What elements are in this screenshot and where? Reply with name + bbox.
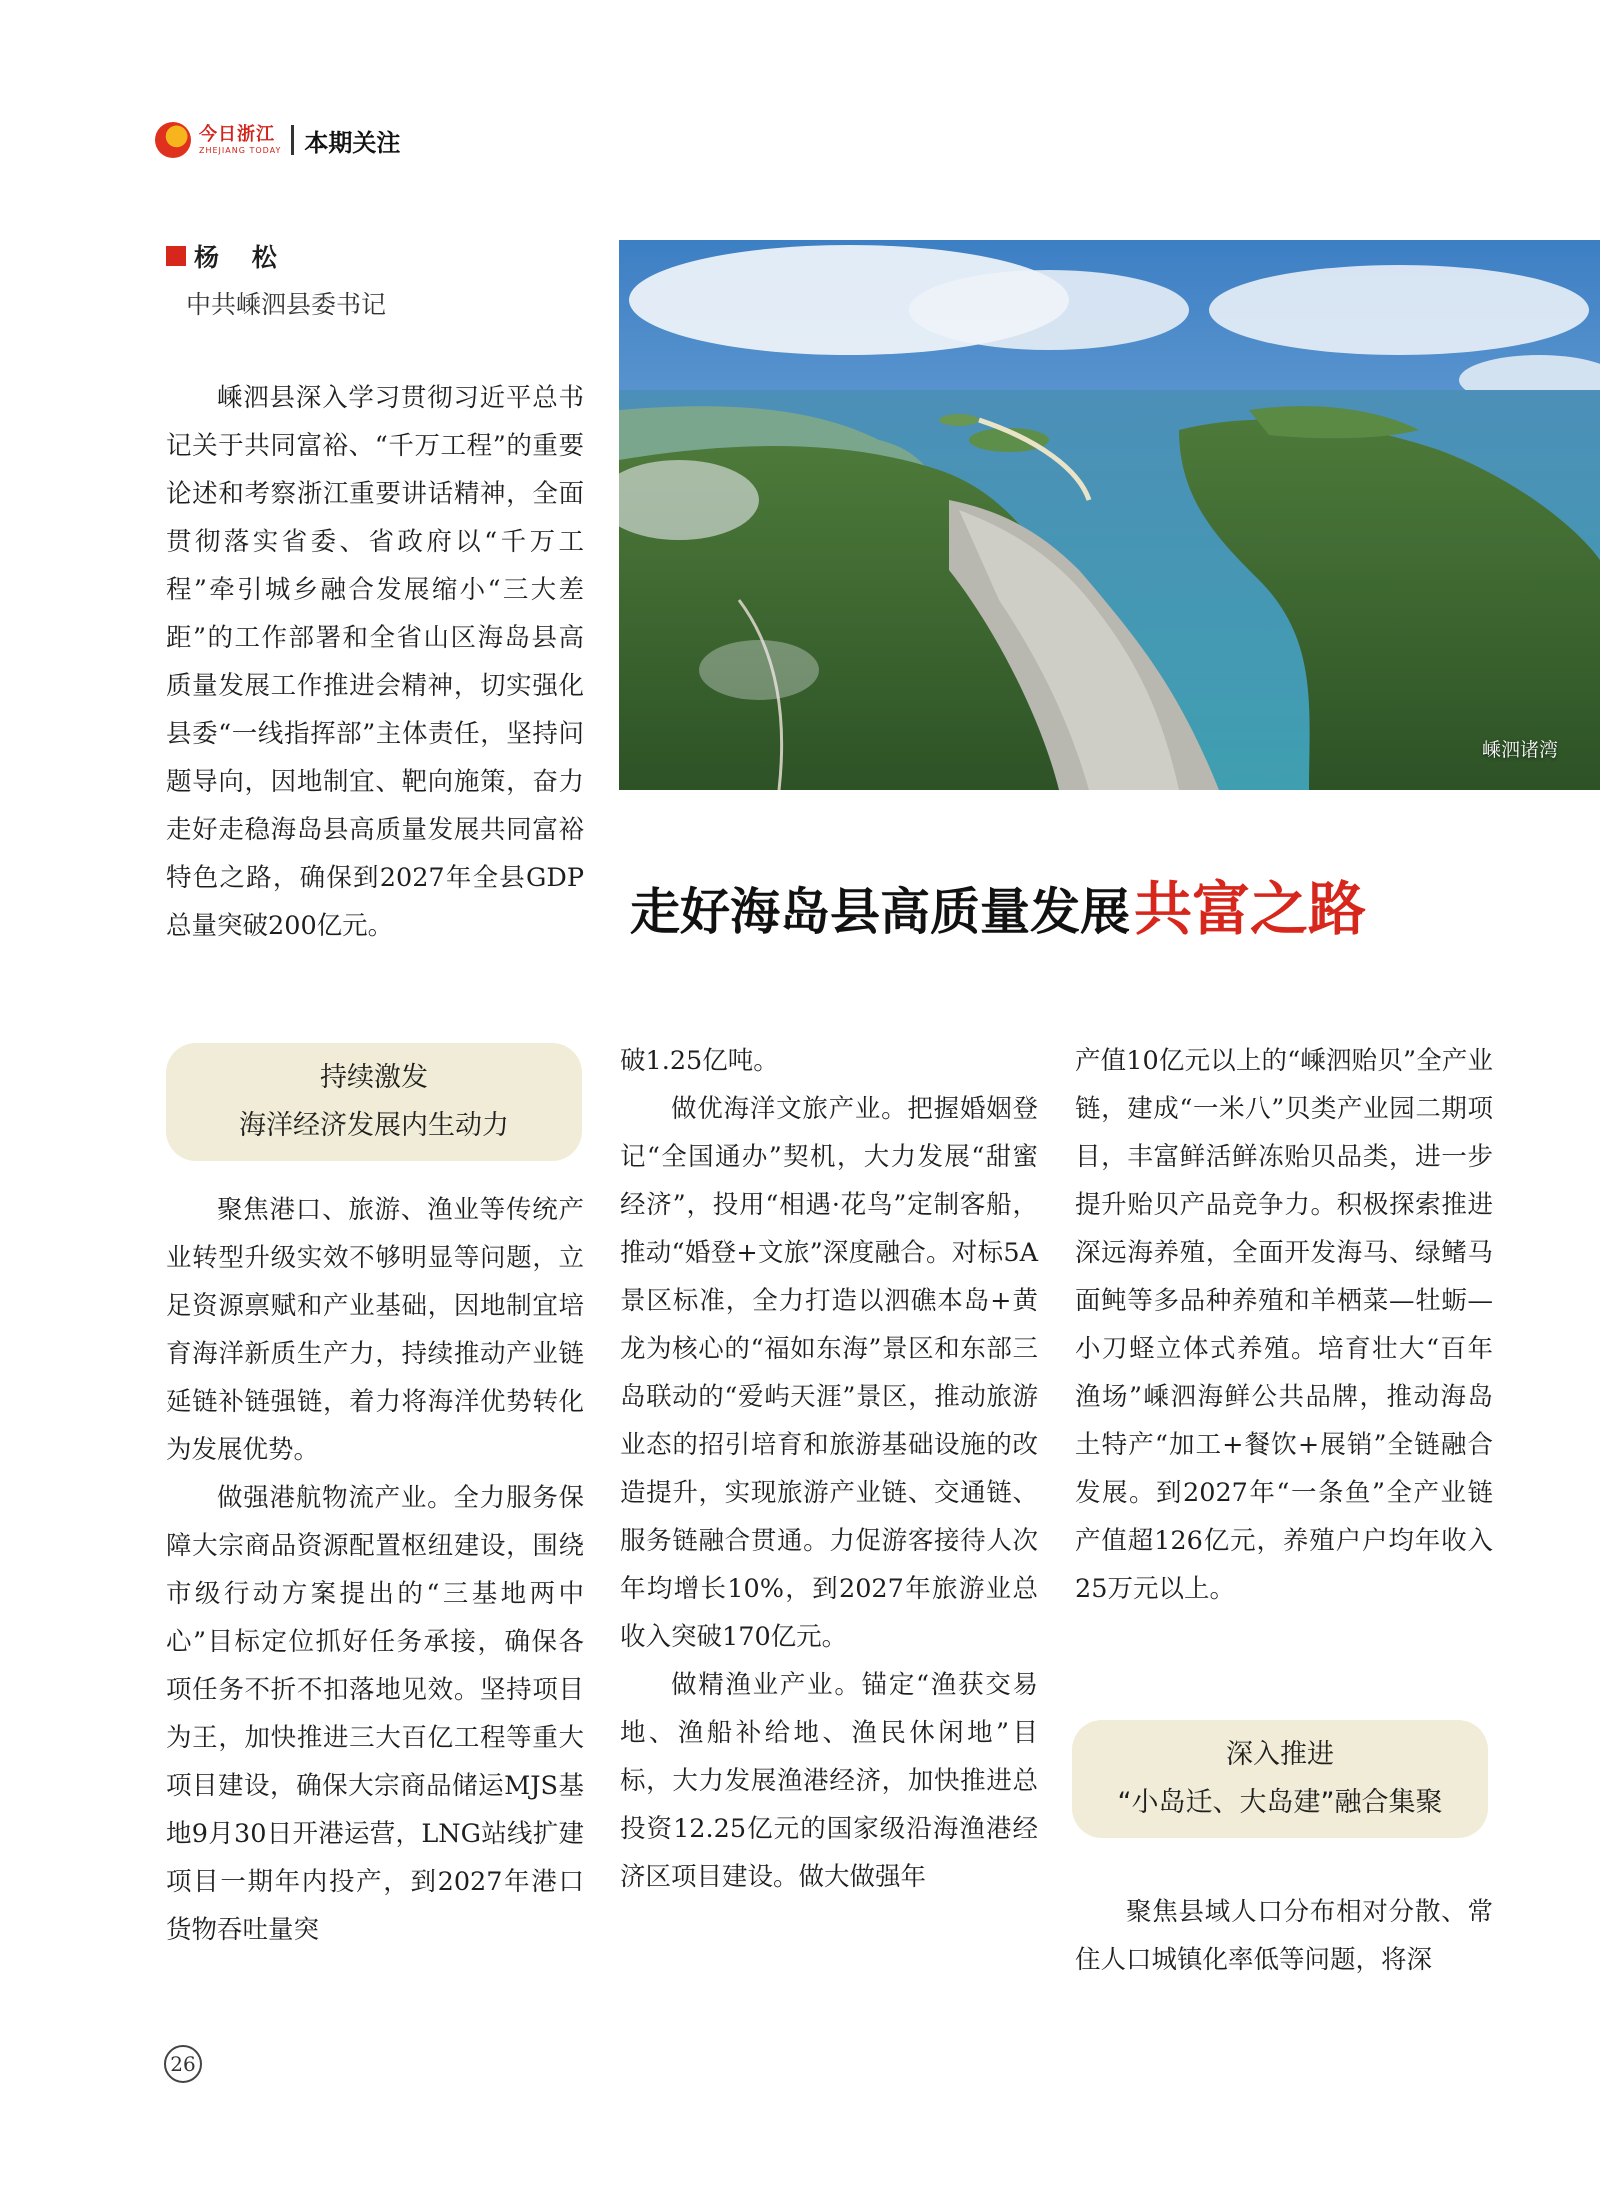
subheading-1-line1: 持续激发 bbox=[320, 1062, 428, 1093]
lead-paragraph: 嵊泗县深入学习贯彻习近平总书记关于共同富裕、“千万工程”的重要论述和考察浙江重要讲话精神，全面贯彻落实省委、省政府以“千万工程”牵引城乡融合发展缩小“三大差距”的工作部署和全省山区海岛县高质量发展工作推进会精神，切实强化县委“一线指挥部”主体责任，坚持问题导向，因地制宜、靶向施策，奋力走好走稳海岛县高质量发展共同富裕特色之路，确保到2027年全县GDP总量突破200亿元。 bbox=[166, 383, 584, 941]
author-title: 中共嵊泗县委书记 bbox=[186, 290, 387, 319]
paragraph: 聚焦县域人口分布相对分散、常住人口城镇化率低等问题，将深 bbox=[1075, 1897, 1493, 1975]
headline-highlight: 共富之路 bbox=[1134, 875, 1367, 943]
subheading-box-1 bbox=[166, 1043, 582, 1161]
masthead bbox=[155, 120, 400, 160]
subheading-2-line1: 深入推进 bbox=[1226, 1739, 1334, 1770]
paragraph: 破1.25亿吨。 bbox=[620, 1046, 779, 1076]
subheading-box-2 bbox=[1072, 1720, 1488, 1838]
author-name-block bbox=[166, 238, 289, 274]
paragraph: 做优海洋文旅产业。把握婚姻登记“全国通办”契机，大力发展“甜蜜经济”，投用“相遇·花鸟”定制客船，推动“婚登+文旅”深度融合。对标5A景区标准，全力打造以泗礁本岛+黄龙为核心的“福如东海”景区和东部三岛联动的“爱屿天涯”景区，推动旅游业态的招引培育和旅游基础设施的改造提升，实现旅游产业链、交通链、服务链融合贯通。力促游客接待人次年均增长10%，到2027年旅游业总收入突破170亿元。 bbox=[620, 1094, 1038, 1652]
author-name: 杨 松 bbox=[194, 243, 289, 272]
logo-chinese: 今日浙江 bbox=[199, 123, 275, 145]
island-aerial-photo bbox=[619, 240, 1600, 790]
zhejiang-today-logo-icon bbox=[155, 122, 191, 158]
paragraph: 聚焦港口、旅游、渔业等传统产业转型升级实效不够明显等问题，立足资源禀赋和产业基础，因地制宜培育海洋新质生产力，持续推动产业链延链补链强链，着力将海洋优势转化为发展优势。 bbox=[166, 1195, 584, 1465]
photo-caption: 嵊泗诸湾 bbox=[1481, 739, 1558, 761]
lead-paragraph-column bbox=[166, 374, 584, 950]
header-divider bbox=[291, 125, 294, 155]
red-square-icon bbox=[166, 246, 186, 266]
paragraph: 做精渔业产业。锚定“渔获交易地、渔船补给地、渔民休闲地”目标，大力发展渔港经济，加快推进总投资12.25亿元的国家级沿海渔港经济区项目建设。做大做强年 bbox=[620, 1670, 1038, 1892]
section-title: 本期关注 bbox=[304, 128, 401, 157]
subheading-2-line2: “小岛迁、大岛建”融合集聚 bbox=[1117, 1787, 1443, 1818]
headline-main: 走好海岛县高质量发展 bbox=[630, 882, 1130, 941]
logo-english: ZHEJIANG TODAY bbox=[199, 145, 282, 155]
column-1 bbox=[166, 1186, 584, 1954]
page-number: 26 bbox=[164, 2045, 202, 2083]
column-2 bbox=[620, 1037, 1038, 1901]
column-3 bbox=[1075, 1037, 1493, 1613]
article-headline bbox=[630, 862, 1590, 946]
paragraph: 产值10亿元以上的“嵊泗贻贝”全产业链，建成“一米八”贝类产业园二期项目，丰富鲜活鲜冻贻贝品类，进一步提升贻贝产品竞争力。积极探索推进深远海养殖，全面开发海马、绿鳍马面鲀等多品种养殖和羊栖菜—牡蛎—小刀蛏立体式养殖。培育壮大“百年渔场”嵊泗海鲜公共品牌，推动海岛土特产“加工+餐饮+展销”全链融合发展。到2027年“一条鱼”全产业链产值超126亿元，养殖户户均年收入25万元以上。 bbox=[1075, 1046, 1493, 1604]
column-3-continued bbox=[1075, 1888, 1493, 1984]
paragraph: 做强港航物流产业。全力服务保障大宗商品资源配置枢纽建设，围绕市级行动方案提出的“三基地两中心”目标定位抓好任务承接，确保各项任务不折不扣落地见效。坚持项目为王，加快推进三大百亿工程等重大项目建设，确保大宗商品储运MJS基地9月30日开港运营，LNG站线扩建项目一期年内投产，到2027年港口货物吞吐量突 bbox=[166, 1483, 584, 1945]
logo-text bbox=[199, 123, 282, 155]
subheading-1-line2: 海洋经济发展内生动力 bbox=[239, 1110, 509, 1141]
